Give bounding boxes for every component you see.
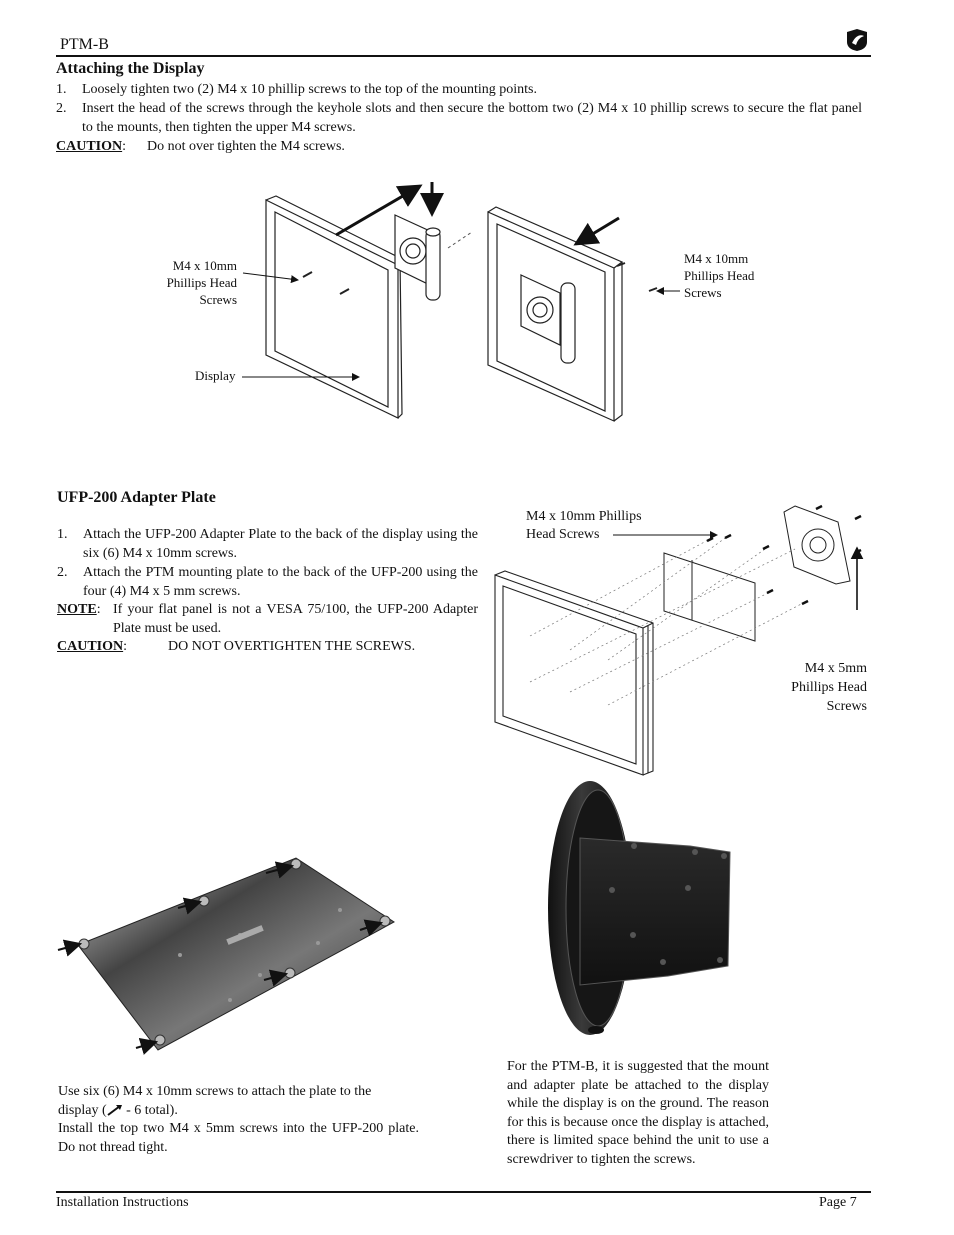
section-title-attaching-display: Attaching the Display [56, 60, 205, 77]
note-line: NOTE: If your flat panel is not a VESA 75/100, the UFP-200 Adapter Plate must be used. [57, 602, 478, 636]
plate-caption-line3: Install the top two M4 x 5mm screws into the UFP-200 plate. Do not thread tight. [58, 1121, 419, 1155]
display-label: Display [195, 368, 236, 383]
caution-line: CAUTION: Do not over tighten the M4 screws. [56, 139, 345, 154]
step-text: Loosely tighten two (2) M4 x 10 phillip screws to the top of the mounting points. [82, 82, 537, 97]
step-text: Attach the PTM mounting plate to the back of the UFP-200 using the four (4) M4 x 5 mm screws. [83, 565, 478, 599]
mount-caption: For the PTM-B, it is suggested that the mount and adapter plate be attached to the display while the display is on the ground. The reason for this is because once the display is attached, there is limited space behind the unit to use a screwdriver to tighten the screws. [507, 1059, 769, 1167]
mount-screw-label: M4 x 5mm Phillips Head Screws [791, 661, 867, 714]
plate-caption: Use six (6) M4 x 10mm screws to attach the plate to the display ( - 6 total). Install the top two M4 x 5mm screws into the UFP-200 plate. Do not thread tight. [58, 1083, 419, 1157]
step-number: 2. [57, 565, 68, 580]
caution-label: CAUTION [57, 639, 124, 654]
step-text: Insert the head of the screws through the keyhole slots and then secure the bottom two (2) M4 x 10 phillip screws to secure the flat panel to the mounts, then tighten the upper M4 screws. [82, 101, 862, 135]
page-number: Page 7 [819, 1195, 857, 1210]
caution-label: CAUTION [56, 139, 123, 154]
caution-text: DO NOT OVERTIGHTEN THE SCREWS. [168, 639, 416, 654]
right-screw-label: M4 x 10mm Phillips Head Screws [684, 251, 755, 300]
small-arrow-icon [107, 1104, 123, 1116]
model-name: PTM-B [60, 36, 109, 53]
note-text: If your flat panel is not a VESA 75/100, the UFP-200 Adapter Plate must be used. [113, 602, 478, 636]
footer-rule [56, 1191, 871, 1193]
step-text: Attach the UFP-200 Adapter Plate to the back of the display using the six (6) M4 x 10mm screws. [83, 527, 478, 561]
footer-title: Installation Instructions [56, 1195, 189, 1210]
step-number: 1. [56, 82, 67, 97]
step-number: 1. [57, 527, 68, 542]
caution-text: Do not over tighten the M4 screws. [147, 139, 345, 154]
plate-caption-line1: Use six (6) M4 x 10mm screws to attach the plate to the [58, 1084, 372, 1099]
section-title-adapter-plate: UFP-200 Adapter Plate [57, 489, 216, 506]
adapter-screw-label: M4 x 10mm Phillips Head Screws [526, 509, 642, 542]
note-label: NOTE [57, 602, 97, 617]
caution-line-2: CAUTION: DO NOT OVERTIGHTEN THE SCREWS. [57, 639, 416, 654]
left-screw-label: M4 x 10mm Phillips Head Screws [166, 258, 237, 307]
step-number: 2. [56, 101, 67, 116]
